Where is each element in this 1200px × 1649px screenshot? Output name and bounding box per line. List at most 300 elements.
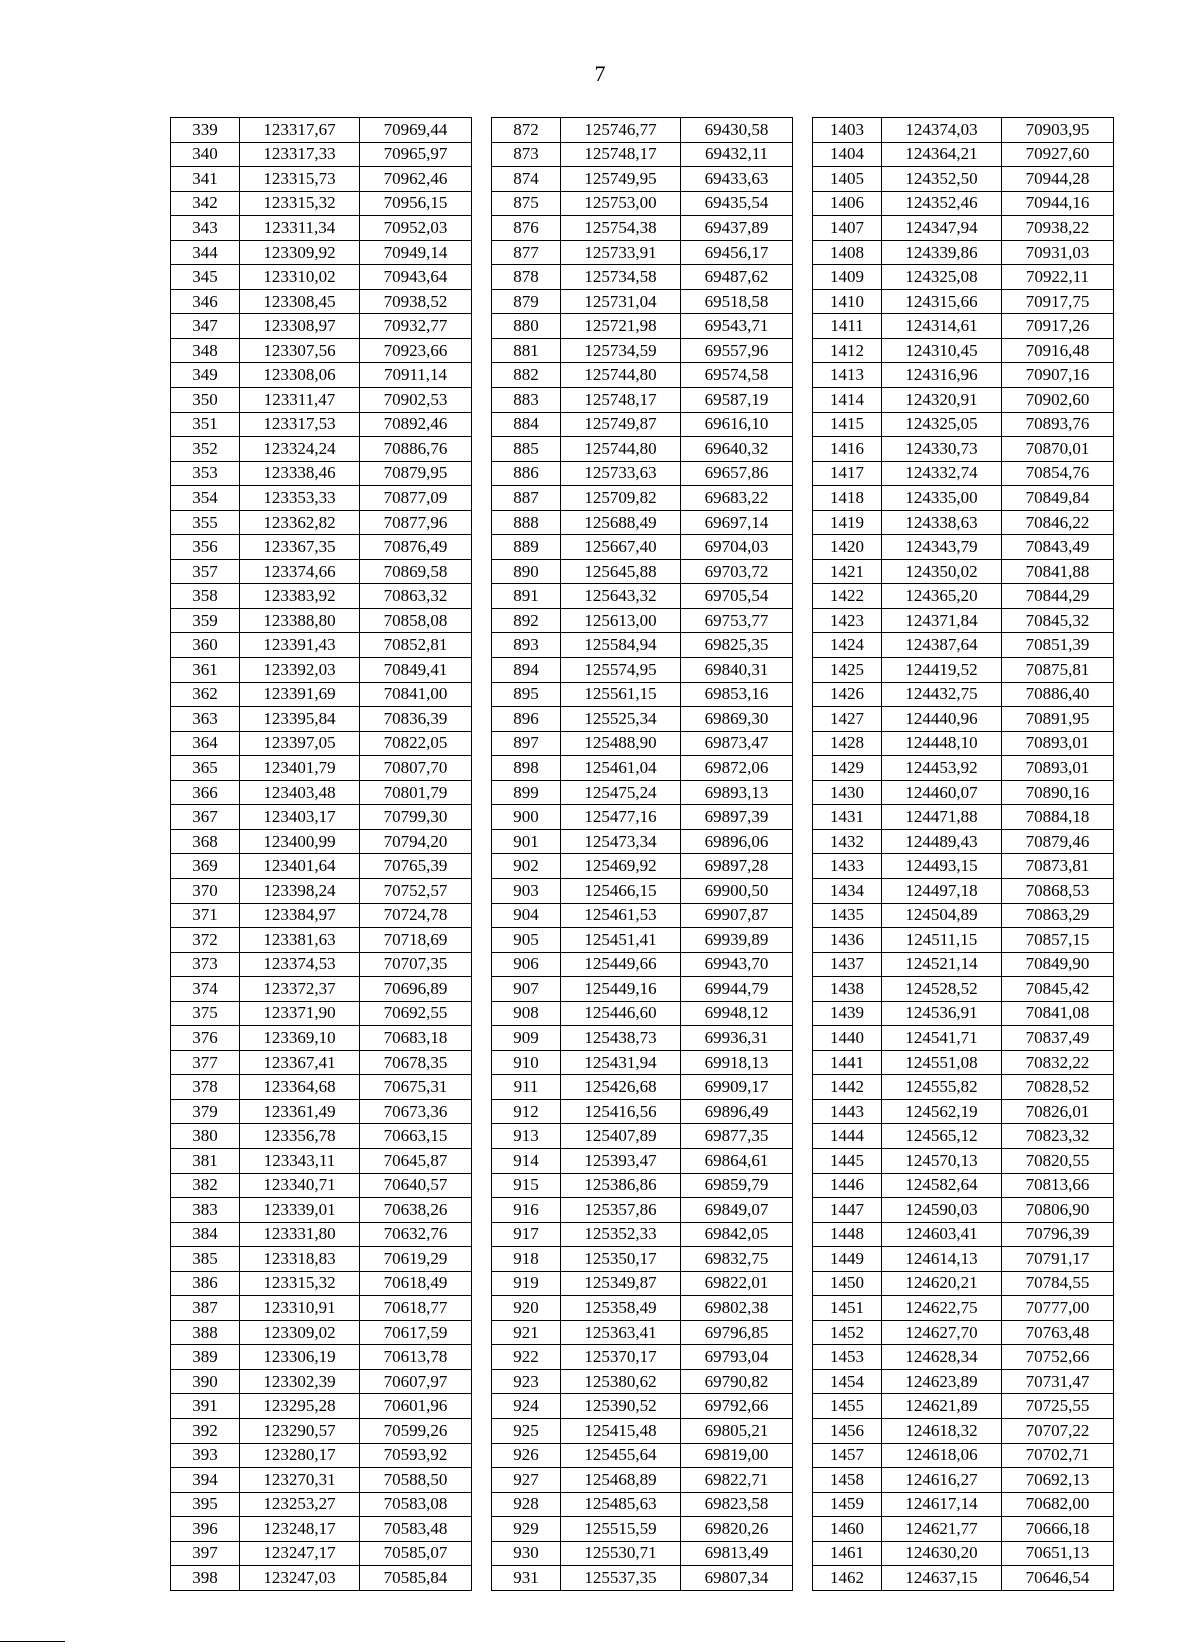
- x-coordinate-cell: 125749,87: [561, 412, 681, 437]
- column-gap: [472, 756, 492, 781]
- point-number-cell: 881: [492, 338, 561, 363]
- table-row: [171, 584, 1114, 609]
- point-number-cell: 896: [492, 707, 561, 732]
- column-gap: [472, 1050, 492, 1075]
- column-gap: [793, 952, 813, 977]
- x-coordinate-cell: 124504,89: [882, 903, 1002, 928]
- column-gap: [472, 486, 492, 511]
- y-coordinate-cell: 70841,08: [1002, 1001, 1114, 1026]
- table-row: [171, 1296, 1114, 1321]
- point-number-cell: 1434: [813, 878, 882, 903]
- column-gap: [472, 1222, 492, 1247]
- table-row: [171, 1541, 1114, 1566]
- y-coordinate-cell: 70828,52: [1002, 1075, 1114, 1100]
- x-coordinate-cell: 124489,43: [882, 829, 1002, 854]
- column-gap: [793, 756, 813, 781]
- point-number-cell: 1448: [813, 1222, 882, 1247]
- x-coordinate-cell: 125390,52: [561, 1394, 681, 1419]
- y-coordinate-cell: 70702,71: [1002, 1443, 1114, 1468]
- point-number-cell: 342: [171, 191, 240, 216]
- point-number-cell: 1425: [813, 658, 882, 683]
- y-coordinate-cell: 70902,60: [1002, 388, 1114, 413]
- x-coordinate-cell: 125461,53: [561, 903, 681, 928]
- x-coordinate-cell: 124352,50: [882, 167, 1002, 192]
- y-coordinate-cell: 70858,08: [360, 608, 472, 633]
- x-coordinate-cell: 125461,04: [561, 756, 681, 781]
- table-row: [171, 829, 1114, 854]
- table-row: [171, 928, 1114, 953]
- table-row: [171, 437, 1114, 462]
- point-number-cell: 397: [171, 1541, 240, 1566]
- point-number-cell: 892: [492, 608, 561, 633]
- point-number-cell: 873: [492, 142, 561, 167]
- point-number-cell: 1458: [813, 1468, 882, 1493]
- column-gap: [472, 1345, 492, 1370]
- y-coordinate-cell: 70917,26: [1002, 314, 1114, 339]
- x-coordinate-cell: 124627,70: [882, 1320, 1002, 1345]
- y-coordinate-cell: 70849,84: [1002, 486, 1114, 511]
- y-coordinate-cell: 70826,01: [1002, 1099, 1114, 1124]
- point-number-cell: 926: [492, 1443, 561, 1468]
- point-number-cell: 376: [171, 1026, 240, 1051]
- x-coordinate-cell: 123391,43: [240, 633, 360, 658]
- table-row: [171, 142, 1114, 167]
- y-coordinate-cell: 70645,87: [360, 1148, 472, 1173]
- y-coordinate-cell: 70801,79: [360, 780, 472, 805]
- x-coordinate-cell: 123317,53: [240, 412, 360, 437]
- y-coordinate-cell: 70943,64: [360, 265, 472, 290]
- x-coordinate-cell: 125473,34: [561, 829, 681, 854]
- column-gap: [472, 731, 492, 756]
- x-coordinate-cell: 123280,17: [240, 1443, 360, 1468]
- y-coordinate-cell: 70944,28: [1002, 167, 1114, 192]
- x-coordinate-cell: 125748,17: [561, 142, 681, 167]
- point-number-cell: 1454: [813, 1369, 882, 1394]
- point-number-cell: 361: [171, 658, 240, 683]
- table-row: [171, 289, 1114, 314]
- x-coordinate-cell: 123381,63: [240, 928, 360, 953]
- x-coordinate-cell: 124617,14: [882, 1492, 1002, 1517]
- point-number-cell: 345: [171, 265, 240, 290]
- column-gap: [793, 658, 813, 683]
- column-gap: [472, 1198, 492, 1223]
- y-coordinate-cell: 69936,31: [681, 1026, 793, 1051]
- x-coordinate-cell: 124448,10: [882, 731, 1002, 756]
- x-coordinate-cell: 124511,15: [882, 928, 1002, 953]
- table-row: [171, 682, 1114, 707]
- column-gap: [793, 1418, 813, 1443]
- column-gap: [472, 1443, 492, 1468]
- point-number-cell: 396: [171, 1517, 240, 1542]
- point-number-cell: 390: [171, 1369, 240, 1394]
- point-number-cell: 358: [171, 584, 240, 609]
- column-gap: [472, 265, 492, 290]
- x-coordinate-cell: 125451,41: [561, 928, 681, 953]
- y-coordinate-cell: 70938,52: [360, 289, 472, 314]
- y-coordinate-cell: 69790,82: [681, 1369, 793, 1394]
- point-number-cell: 907: [492, 977, 561, 1002]
- point-number-cell: 1403: [813, 118, 882, 143]
- y-coordinate-cell: 69683,22: [681, 486, 793, 511]
- point-number-cell: 915: [492, 1173, 561, 1198]
- y-coordinate-cell: 70752,66: [1002, 1345, 1114, 1370]
- point-number-cell: 395: [171, 1492, 240, 1517]
- table-row: [171, 216, 1114, 241]
- column-gap: [472, 1492, 492, 1517]
- column-gap: [793, 265, 813, 290]
- x-coordinate-cell: 124330,73: [882, 437, 1002, 462]
- y-coordinate-cell: 70931,03: [1002, 240, 1114, 265]
- point-number-cell: 911: [492, 1075, 561, 1100]
- x-coordinate-cell: 125449,16: [561, 977, 681, 1002]
- x-coordinate-cell: 123403,17: [240, 805, 360, 830]
- point-number-cell: 879: [492, 289, 561, 314]
- x-coordinate-cell: 124338,63: [882, 510, 1002, 535]
- point-number-cell: 1419: [813, 510, 882, 535]
- y-coordinate-cell: 70876,49: [360, 535, 472, 560]
- y-coordinate-cell: 69869,30: [681, 707, 793, 732]
- column-gap: [793, 1148, 813, 1173]
- x-coordinate-cell: 124521,14: [882, 952, 1002, 977]
- y-coordinate-cell: 70877,96: [360, 510, 472, 535]
- column-gap: [472, 1320, 492, 1345]
- x-coordinate-cell: 123374,66: [240, 559, 360, 584]
- x-coordinate-cell: 124622,75: [882, 1296, 1002, 1321]
- point-number-cell: 339: [171, 118, 240, 143]
- y-coordinate-cell: 70638,26: [360, 1198, 472, 1223]
- column-gap: [472, 363, 492, 388]
- point-number-cell: 906: [492, 952, 561, 977]
- table-row: [171, 412, 1114, 437]
- point-number-cell: 1428: [813, 731, 882, 756]
- y-coordinate-cell: 70949,14: [360, 240, 472, 265]
- point-number-cell: 1444: [813, 1124, 882, 1149]
- x-coordinate-cell: 124347,94: [882, 216, 1002, 241]
- point-number-cell: 362: [171, 682, 240, 707]
- x-coordinate-cell: 124419,52: [882, 658, 1002, 683]
- point-number-cell: 1461: [813, 1541, 882, 1566]
- table-row: [171, 1468, 1114, 1493]
- x-coordinate-cell: 125477,16: [561, 805, 681, 830]
- y-coordinate-cell: 69948,12: [681, 1001, 793, 1026]
- y-coordinate-cell: 70707,35: [360, 952, 472, 977]
- x-coordinate-cell: 124364,21: [882, 142, 1002, 167]
- y-coordinate-cell: 69893,13: [681, 780, 793, 805]
- y-coordinate-cell: 70870,01: [1002, 437, 1114, 462]
- point-number-cell: 1450: [813, 1271, 882, 1296]
- y-coordinate-cell: 70683,18: [360, 1026, 472, 1051]
- y-coordinate-cell: 70646,54: [1002, 1566, 1114, 1591]
- table-row: [171, 952, 1114, 977]
- x-coordinate-cell: 124621,77: [882, 1517, 1002, 1542]
- point-number-cell: 341: [171, 167, 240, 192]
- point-number-cell: 365: [171, 756, 240, 781]
- x-coordinate-cell: 123371,90: [240, 1001, 360, 1026]
- y-coordinate-cell: 69456,17: [681, 240, 793, 265]
- x-coordinate-cell: 124335,00: [882, 486, 1002, 511]
- table-row: [171, 559, 1114, 584]
- y-coordinate-cell: 70938,22: [1002, 216, 1114, 241]
- point-number-cell: 913: [492, 1124, 561, 1149]
- column-gap: [472, 1517, 492, 1542]
- column-gap: [793, 388, 813, 413]
- y-coordinate-cell: 70673,36: [360, 1099, 472, 1124]
- y-coordinate-cell: 69435,54: [681, 191, 793, 216]
- x-coordinate-cell: 124315,66: [882, 289, 1002, 314]
- y-coordinate-cell: 70613,78: [360, 1345, 472, 1370]
- x-coordinate-cell: 125488,90: [561, 731, 681, 756]
- x-coordinate-cell: 124628,34: [882, 1345, 1002, 1370]
- x-coordinate-cell: 125613,00: [561, 608, 681, 633]
- y-coordinate-cell: 70837,49: [1002, 1026, 1114, 1051]
- x-coordinate-cell: 125466,15: [561, 878, 681, 903]
- column-gap: [472, 1418, 492, 1443]
- x-coordinate-cell: 123339,01: [240, 1198, 360, 1223]
- x-coordinate-cell: 125438,73: [561, 1026, 681, 1051]
- x-coordinate-cell: 125753,00: [561, 191, 681, 216]
- column-gap: [793, 338, 813, 363]
- column-gap: [793, 1566, 813, 1591]
- x-coordinate-cell: 125667,40: [561, 535, 681, 560]
- y-coordinate-cell: 70922,11: [1002, 265, 1114, 290]
- x-coordinate-cell: 123310,02: [240, 265, 360, 290]
- y-coordinate-cell: 69873,47: [681, 731, 793, 756]
- y-coordinate-cell: 70863,29: [1002, 903, 1114, 928]
- x-coordinate-cell: 123364,68: [240, 1075, 360, 1100]
- column-gap: [472, 289, 492, 314]
- y-coordinate-cell: 70640,57: [360, 1173, 472, 1198]
- y-coordinate-cell: 69820,26: [681, 1517, 793, 1542]
- point-number-cell: 1441: [813, 1050, 882, 1075]
- x-coordinate-cell: 124541,71: [882, 1026, 1002, 1051]
- x-coordinate-cell: 124453,92: [882, 756, 1002, 781]
- point-number-cell: 1445: [813, 1148, 882, 1173]
- column-gap: [793, 1075, 813, 1100]
- x-coordinate-cell: 123367,41: [240, 1050, 360, 1075]
- x-coordinate-cell: 123307,56: [240, 338, 360, 363]
- column-gap: [793, 1320, 813, 1345]
- y-coordinate-cell: 70907,16: [1002, 363, 1114, 388]
- point-number-cell: 910: [492, 1050, 561, 1075]
- x-coordinate-cell: 123317,33: [240, 142, 360, 167]
- column-gap: [793, 1222, 813, 1247]
- x-coordinate-cell: 125431,94: [561, 1050, 681, 1075]
- table-row: [171, 780, 1114, 805]
- y-coordinate-cell: 69813,49: [681, 1541, 793, 1566]
- column-gap: [472, 1394, 492, 1419]
- x-coordinate-cell: 124493,15: [882, 854, 1002, 879]
- x-coordinate-cell: 123324,24: [240, 437, 360, 462]
- y-coordinate-cell: 70618,77: [360, 1296, 472, 1321]
- y-coordinate-cell: 70841,88: [1002, 559, 1114, 584]
- x-coordinate-cell: 123331,80: [240, 1222, 360, 1247]
- x-coordinate-cell: 124590,03: [882, 1198, 1002, 1223]
- y-coordinate-cell: 69918,13: [681, 1050, 793, 1075]
- x-coordinate-cell: 123309,92: [240, 240, 360, 265]
- x-coordinate-cell: 124339,86: [882, 240, 1002, 265]
- point-number-cell: 380: [171, 1124, 240, 1149]
- point-number-cell: 929: [492, 1517, 561, 1542]
- table-row: [171, 388, 1114, 413]
- column-gap: [472, 240, 492, 265]
- point-number-cell: 1411: [813, 314, 882, 339]
- point-number-cell: 1437: [813, 952, 882, 977]
- column-gap: [793, 1492, 813, 1517]
- y-coordinate-cell: 70879,95: [360, 461, 472, 486]
- y-coordinate-cell: 70841,00: [360, 682, 472, 707]
- table-row: [171, 363, 1114, 388]
- x-coordinate-cell: 123310,91: [240, 1296, 360, 1321]
- x-coordinate-cell: 125426,68: [561, 1075, 681, 1100]
- x-coordinate-cell: 123315,73: [240, 167, 360, 192]
- y-coordinate-cell: 69802,38: [681, 1296, 793, 1321]
- x-coordinate-cell: 123315,32: [240, 1271, 360, 1296]
- point-number-cell: 931: [492, 1566, 561, 1591]
- y-coordinate-cell: 70607,97: [360, 1369, 472, 1394]
- y-coordinate-cell: 70832,22: [1002, 1050, 1114, 1075]
- y-coordinate-cell: 70911,14: [360, 363, 472, 388]
- x-coordinate-cell: 124325,08: [882, 265, 1002, 290]
- table-row: [171, 1124, 1114, 1149]
- column-gap: [472, 1468, 492, 1493]
- y-coordinate-cell: 69897,28: [681, 854, 793, 879]
- x-coordinate-cell: 123311,34: [240, 216, 360, 241]
- table-row: [171, 535, 1114, 560]
- point-number-cell: 353: [171, 461, 240, 486]
- x-coordinate-cell: 125746,77: [561, 118, 681, 143]
- x-coordinate-cell: 123362,82: [240, 510, 360, 535]
- x-coordinate-cell: 125386,86: [561, 1173, 681, 1198]
- point-number-cell: 1426: [813, 682, 882, 707]
- table-row: [171, 338, 1114, 363]
- point-number-cell: 899: [492, 780, 561, 805]
- point-number-cell: 887: [492, 486, 561, 511]
- y-coordinate-cell: 70854,76: [1002, 461, 1114, 486]
- y-coordinate-cell: 70893,01: [1002, 756, 1114, 781]
- point-number-cell: 1413: [813, 363, 882, 388]
- column-gap: [793, 1247, 813, 1272]
- y-coordinate-cell: 69796,85: [681, 1320, 793, 1345]
- y-coordinate-cell: 70893,76: [1002, 412, 1114, 437]
- x-coordinate-cell: 125574,95: [561, 658, 681, 683]
- y-coordinate-cell: 70588,50: [360, 1468, 472, 1493]
- x-coordinate-cell: 125721,98: [561, 314, 681, 339]
- column-gap: [472, 829, 492, 854]
- x-coordinate-cell: 123374,53: [240, 952, 360, 977]
- y-coordinate-cell: 70618,49: [360, 1271, 472, 1296]
- table-row: [171, 608, 1114, 633]
- table-row: [171, 805, 1114, 830]
- column-gap: [793, 1124, 813, 1149]
- point-number-cell: 346: [171, 289, 240, 314]
- x-coordinate-cell: 124637,15: [882, 1566, 1002, 1591]
- point-number-cell: 1446: [813, 1173, 882, 1198]
- y-coordinate-cell: 69574,58: [681, 363, 793, 388]
- footnote-rule: [0, 1641, 65, 1642]
- y-coordinate-cell: 69872,06: [681, 756, 793, 781]
- point-number-cell: 367: [171, 805, 240, 830]
- y-coordinate-cell: 70696,89: [360, 977, 472, 1002]
- point-number-cell: 1460: [813, 1517, 882, 1542]
- x-coordinate-cell: 125446,60: [561, 1001, 681, 1026]
- point-number-cell: 880: [492, 314, 561, 339]
- y-coordinate-cell: 70632,76: [360, 1222, 472, 1247]
- column-gap: [793, 1468, 813, 1493]
- table-row: [171, 1198, 1114, 1223]
- column-gap: [472, 338, 492, 363]
- column-gap: [472, 780, 492, 805]
- y-coordinate-cell: 70794,20: [360, 829, 472, 854]
- point-number-cell: 1439: [813, 1001, 882, 1026]
- x-coordinate-cell: 125449,66: [561, 952, 681, 977]
- column-gap: [472, 437, 492, 462]
- y-coordinate-cell: 69896,49: [681, 1099, 793, 1124]
- y-coordinate-cell: 70849,90: [1002, 952, 1114, 977]
- x-coordinate-cell: 125733,63: [561, 461, 681, 486]
- point-number-cell: 1424: [813, 633, 882, 658]
- x-coordinate-cell: 123270,31: [240, 1468, 360, 1493]
- point-number-cell: 1412: [813, 338, 882, 363]
- point-number-cell: 385: [171, 1247, 240, 1272]
- y-coordinate-cell: 70869,58: [360, 559, 472, 584]
- column-gap: [472, 1124, 492, 1149]
- point-number-cell: 343: [171, 216, 240, 241]
- y-coordinate-cell: 69943,70: [681, 952, 793, 977]
- x-coordinate-cell: 125584,94: [561, 633, 681, 658]
- point-number-cell: 366: [171, 780, 240, 805]
- y-coordinate-cell: 69792,66: [681, 1394, 793, 1419]
- column-gap: [793, 461, 813, 486]
- point-number-cell: 889: [492, 535, 561, 560]
- x-coordinate-cell: 123398,24: [240, 878, 360, 903]
- x-coordinate-cell: 123343,11: [240, 1148, 360, 1173]
- y-coordinate-cell: 69587,19: [681, 388, 793, 413]
- column-gap: [793, 1296, 813, 1321]
- x-coordinate-cell: 125468,89: [561, 1468, 681, 1493]
- x-coordinate-cell: 125357,86: [561, 1198, 681, 1223]
- point-number-cell: 1442: [813, 1075, 882, 1100]
- column-gap: [472, 707, 492, 732]
- table-row: [171, 903, 1114, 928]
- table-row: [171, 1320, 1114, 1345]
- table-row: [171, 854, 1114, 879]
- coordinates-table: [170, 117, 1114, 1591]
- column-gap: [472, 314, 492, 339]
- y-coordinate-cell: 69487,62: [681, 265, 793, 290]
- y-coordinate-cell: 70844,29: [1002, 584, 1114, 609]
- point-number-cell: 1416: [813, 437, 882, 462]
- point-number-cell: 1457: [813, 1443, 882, 1468]
- point-number-cell: 916: [492, 1198, 561, 1223]
- x-coordinate-cell: 124620,21: [882, 1271, 1002, 1296]
- y-coordinate-cell: 70890,16: [1002, 780, 1114, 805]
- column-gap: [472, 142, 492, 167]
- y-coordinate-cell: 70599,26: [360, 1418, 472, 1443]
- x-coordinate-cell: 125393,47: [561, 1148, 681, 1173]
- point-number-cell: 1415: [813, 412, 882, 437]
- x-coordinate-cell: 125407,89: [561, 1124, 681, 1149]
- y-coordinate-cell: 70923,66: [360, 338, 472, 363]
- x-coordinate-cell: 123391,69: [240, 682, 360, 707]
- y-coordinate-cell: 69616,10: [681, 412, 793, 437]
- table-row: [171, 756, 1114, 781]
- point-number-cell: 379: [171, 1099, 240, 1124]
- x-coordinate-cell: 123302,39: [240, 1369, 360, 1394]
- y-coordinate-cell: 69840,31: [681, 658, 793, 683]
- x-coordinate-cell: 125485,63: [561, 1492, 681, 1517]
- x-coordinate-cell: 125537,35: [561, 1566, 681, 1591]
- column-gap: [472, 1148, 492, 1173]
